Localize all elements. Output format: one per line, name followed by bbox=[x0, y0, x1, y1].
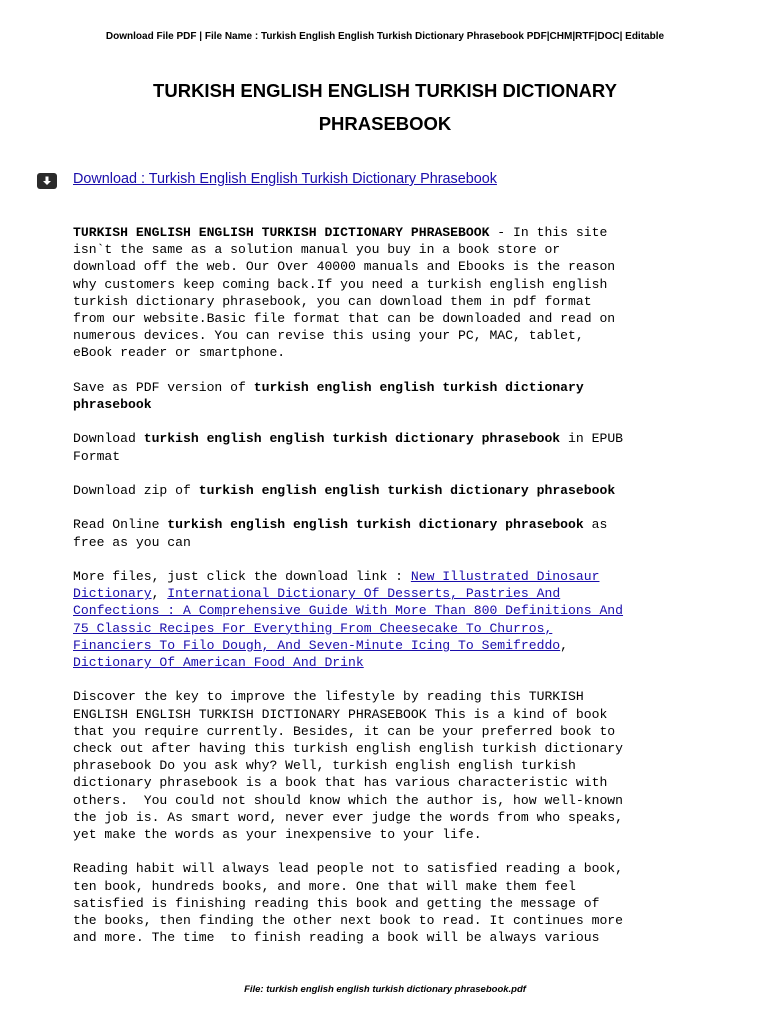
text-line: Discover the key to improve the lifestyle by reading this TURKISH bbox=[73, 689, 584, 705]
text-line: numerous devices. You can revise this using your PC, MAC, tablet, bbox=[73, 328, 584, 344]
link-dictionary-of-american-food-and-drink[interactable]: Dictionary Of American Food And Drink bbox=[73, 655, 364, 670]
text-line: dictionary phrasebook is a book that has various characteristic with bbox=[73, 775, 608, 791]
text-line: and more. The time to finish reading a book will be always various bbox=[73, 930, 600, 946]
text-line: download off the web. Our Over 40000 manuals and Ebooks is the reason bbox=[73, 259, 616, 275]
text-line: yet make the words as your inexpensive to your life. bbox=[73, 827, 482, 843]
text-line: satisfied is finishing reading this book and getting the message of bbox=[73, 895, 600, 911]
text-line: check out after having this turkish english english turkish dictionary bbox=[73, 741, 624, 756]
intro-paragraph: TURKISH ENGLISH ENGLISH TURKISH DICTIONARY PHRASEBOOK - In this site isn`t the same as a solution manual you buy in a book store or download off the web. Our Over 40000 manuals and Ebooks is the reason why customers keep coming back.If you need a turkish english english turkish dictionary phrasebook, you can download them in pdf format from our website.Basic file format that can be downloaded and read on numerous devices. You can revise this using your PC, MAC, tablet, eBook reader or smartphone. bbox=[73, 224, 733, 362]
link-international-dictionary-of-desserts[interactable]: International Dictionary Of Desserts, Pastries And bbox=[167, 586, 561, 602]
text-line: isn`t the same as a solution manual you buy in a book store or bbox=[73, 242, 561, 258]
text-line: that you require currently. Besides, it can be your preferred book to bbox=[73, 723, 616, 739]
link-international-dictionary-of-desserts[interactable]: Financiers To Filo Dough, And Seven-Minute Icing To Semifreddo bbox=[73, 637, 561, 653]
text-line: eBook reader or smartphone. bbox=[73, 345, 286, 361]
text-line: why customers keep coming back.If you need a turkish english english bbox=[73, 276, 608, 292]
discover-paragraph bbox=[73, 688, 733, 843]
text-line: ten book, hundreds books, and more. One that will make them feel bbox=[73, 878, 576, 894]
download-icon[interactable] bbox=[37, 173, 57, 189]
link-new-illustrated-dinosaur-dictionary[interactable]: New Illustrated Dinosaur bbox=[410, 568, 600, 584]
intro-bold-title: TURKISH ENGLISH ENGLISH TURKISH DICTIONARY PHRASEBOOK bbox=[73, 225, 490, 240]
page-footer: File: turkish english english turkish dictionary phrasebook.pdf bbox=[244, 984, 526, 995]
text-line: from our website.Basic file format that can be downloaded and read on bbox=[73, 311, 616, 327]
reading-paragraph bbox=[73, 860, 733, 946]
title-line-2: PHRASEBOOK bbox=[318, 113, 452, 134]
text-line: Reading habit will always lead people not to satisfied reading a book, bbox=[73, 861, 624, 877]
more-files-paragraph: More files, just click the download link : New Illustrated Dinosaur Dictionary, International Dictionary Of Desserts, Pastries And Confections : A Comprehensive Guide With More Than 800 Definitions And 75 Classic Recipes For Everything From Cheesecake To Churros, Financiers To Filo Dough, And Seven-Minute Icing To Semifreddo, Dictionary Of American Food And Drink bbox=[73, 568, 624, 670]
text-line: the job is. As smart word, never ever judge the words from who speaks, bbox=[73, 809, 624, 825]
link-international-dictionary-of-desserts[interactable]: Confections : A Comprehensive Guide With More Than 800 Definitions And bbox=[73, 603, 624, 619]
text-line: turkish dictionary phrasebook, you can download them in pdf format bbox=[73, 293, 592, 309]
page-header: Download File PDF | File Name : Turkish English English Turkish Dictionary Phrasebook PDF|CHM|RTF|DOC| Editable bbox=[105, 31, 665, 42]
zip-paragraph: Download zip of turkish english english turkish dictionary phrasebook bbox=[73, 483, 616, 498]
text-line: ENGLISH ENGLISH TURKISH DICTIONARY PHRASEBOOK This is a kind of book bbox=[73, 706, 608, 722]
document-title bbox=[0, 74, 770, 140]
read-online-paragraph: Read Online turkish english english turkish dictionary phrasebook as free as you can bbox=[73, 517, 608, 550]
text-line: others. You could not should know which the author is, how well-known bbox=[73, 792, 624, 808]
link-new-illustrated-dinosaur-dictionary[interactable]: Dictionary bbox=[73, 586, 152, 602]
text-line: the books, then finding the other next book to read. It continues more bbox=[73, 913, 624, 929]
title-line-1: TURKISH ENGLISH ENGLISH TURKISH DICTIONARY bbox=[153, 80, 617, 101]
link-international-dictionary-of-desserts[interactable]: 75 Classic Recipes For Everything From Cheesecake To Churros, bbox=[73, 620, 553, 636]
document-body bbox=[73, 224, 733, 964]
text-line: phrasebook Do you ask why? Well, turkish english english turkish bbox=[73, 758, 576, 774]
save-pdf-paragraph: Save as PDF version of turkish english english turkish dictionary phrasebook bbox=[73, 379, 584, 413]
download-link[interactable]: Download : Turkish English English Turkish Dictionary Phrasebook bbox=[73, 171, 497, 187]
epub-paragraph: Download turkish english english turkish dictionary phrasebook in EPUB Format bbox=[73, 431, 624, 464]
